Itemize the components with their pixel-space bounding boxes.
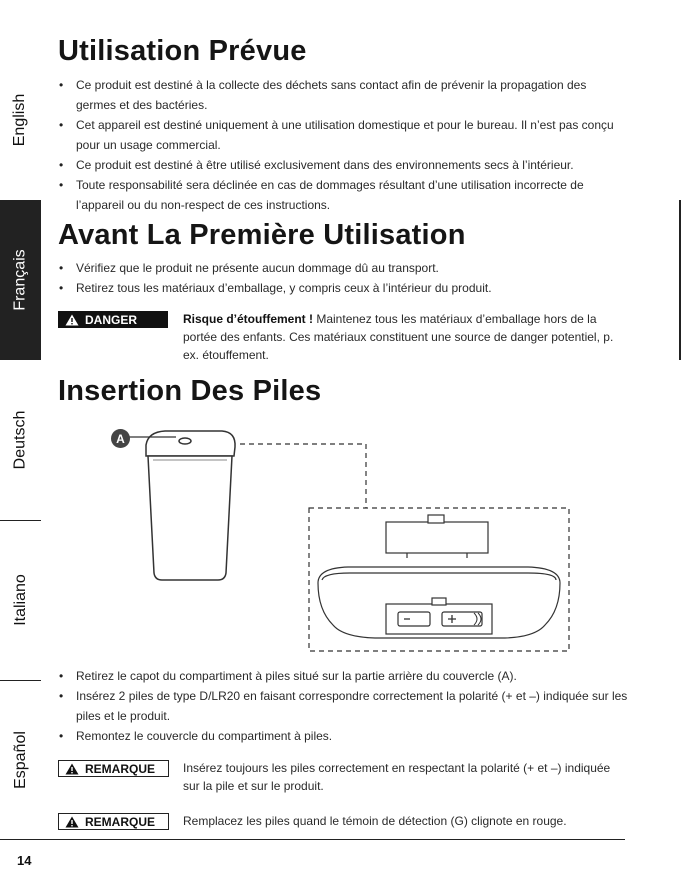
tab-label-francais: Français bbox=[11, 249, 29, 311]
danger-note-bold: Risque d’étouffement ! bbox=[183, 312, 314, 326]
danger-note bbox=[183, 310, 623, 364]
callout-a bbox=[111, 429, 130, 448]
list-item: • Retirez tous les matériaux d’emballage, y compris ceux à l’intérieur du produit. bbox=[58, 278, 628, 298]
tab-label-english: English bbox=[11, 93, 29, 147]
callout-leader bbox=[128, 437, 366, 508]
list-item: • Ce produit est destiné à être utilisé exclusivement dans des environnements secs à l’intérieur. bbox=[58, 155, 628, 175]
danger-label-text: DANGER bbox=[85, 312, 138, 327]
tab-english[interactable] bbox=[0, 40, 41, 200]
list-item: • Remontez le couvercle du compartiment à piles. bbox=[58, 726, 628, 746]
warning-icon bbox=[65, 816, 79, 828]
note-text: Remplacez les piles quand le témoin de détection (G) clignote en rouge. bbox=[183, 814, 567, 828]
usage-list bbox=[58, 75, 628, 215]
tab-label-deutsch: Deutsch bbox=[11, 410, 29, 470]
section-title-batteries: Insertion Des Piles bbox=[58, 375, 322, 407]
note-text: Insérez toujours les piles correctement en respectant la polarité (+ et –) indiquée sur la pile et sur le produit. bbox=[183, 761, 611, 793]
warning-icon bbox=[65, 314, 79, 326]
footer-divider bbox=[0, 839, 625, 840]
tab-espanol[interactable] bbox=[0, 680, 41, 840]
list-item: • Toute responsabilité sera déclinée en cas de dommages résultant d’une utilisation incorrecte de l’appareil ou du non-respect de ces instructions. bbox=[58, 175, 628, 215]
section-title-usage: Utilisation Prévue bbox=[58, 35, 307, 67]
tab-deutsch[interactable] bbox=[0, 360, 41, 520]
batteries-list bbox=[58, 666, 628, 746]
list-item: • Ce produit est destiné à la collecte des déchets sans contact afin de prévenir la propagation des germes et des bactéries. bbox=[58, 75, 628, 115]
detail-box bbox=[309, 508, 569, 651]
list-item: • Vérifiez que le produit ne présente aucun dommage dû au transport. bbox=[58, 258, 628, 278]
danger-label bbox=[58, 311, 168, 328]
tab-label-italiano: Italiano bbox=[11, 574, 29, 626]
tab-label-espanol: Español bbox=[11, 731, 29, 789]
list-item: • Retirez le capot du compartiment à piles situé sur la partie arrière du couvercle (A). bbox=[58, 666, 628, 686]
warning-icon bbox=[65, 763, 79, 775]
note-label bbox=[58, 760, 169, 777]
danger-note-text: Maintenez tous les matériaux d’emballage hors de la portée des enfants. Ces matériaux constituent une source de danger potentiel, p. ex. étouffement. bbox=[183, 312, 614, 362]
tab-italiano[interactable] bbox=[0, 520, 41, 680]
note-label-text: REMARQUE bbox=[85, 761, 156, 776]
list-item: • Cet appareil est destiné uniquement à une utilisation domestique et pour le bureau. Il n’est pas conçu pour un usage commercial. bbox=[58, 115, 628, 155]
section-title-first-use: Avant La Première Utilisation bbox=[58, 219, 466, 251]
trash-bin-drawing bbox=[146, 431, 235, 580]
note-label bbox=[58, 813, 169, 830]
page-number: 14 bbox=[17, 853, 32, 868]
tab-francais[interactable] bbox=[0, 200, 41, 360]
first-use-list bbox=[58, 258, 628, 298]
note-label-text: REMARQUE bbox=[85, 814, 156, 829]
list-item: • Insérez 2 piles de type D/LR20 en faisant correspondre correctement la polarité (+ et –) indiquée sur les piles et le produit. bbox=[58, 686, 628, 726]
callout-a-label: A bbox=[116, 431, 125, 446]
